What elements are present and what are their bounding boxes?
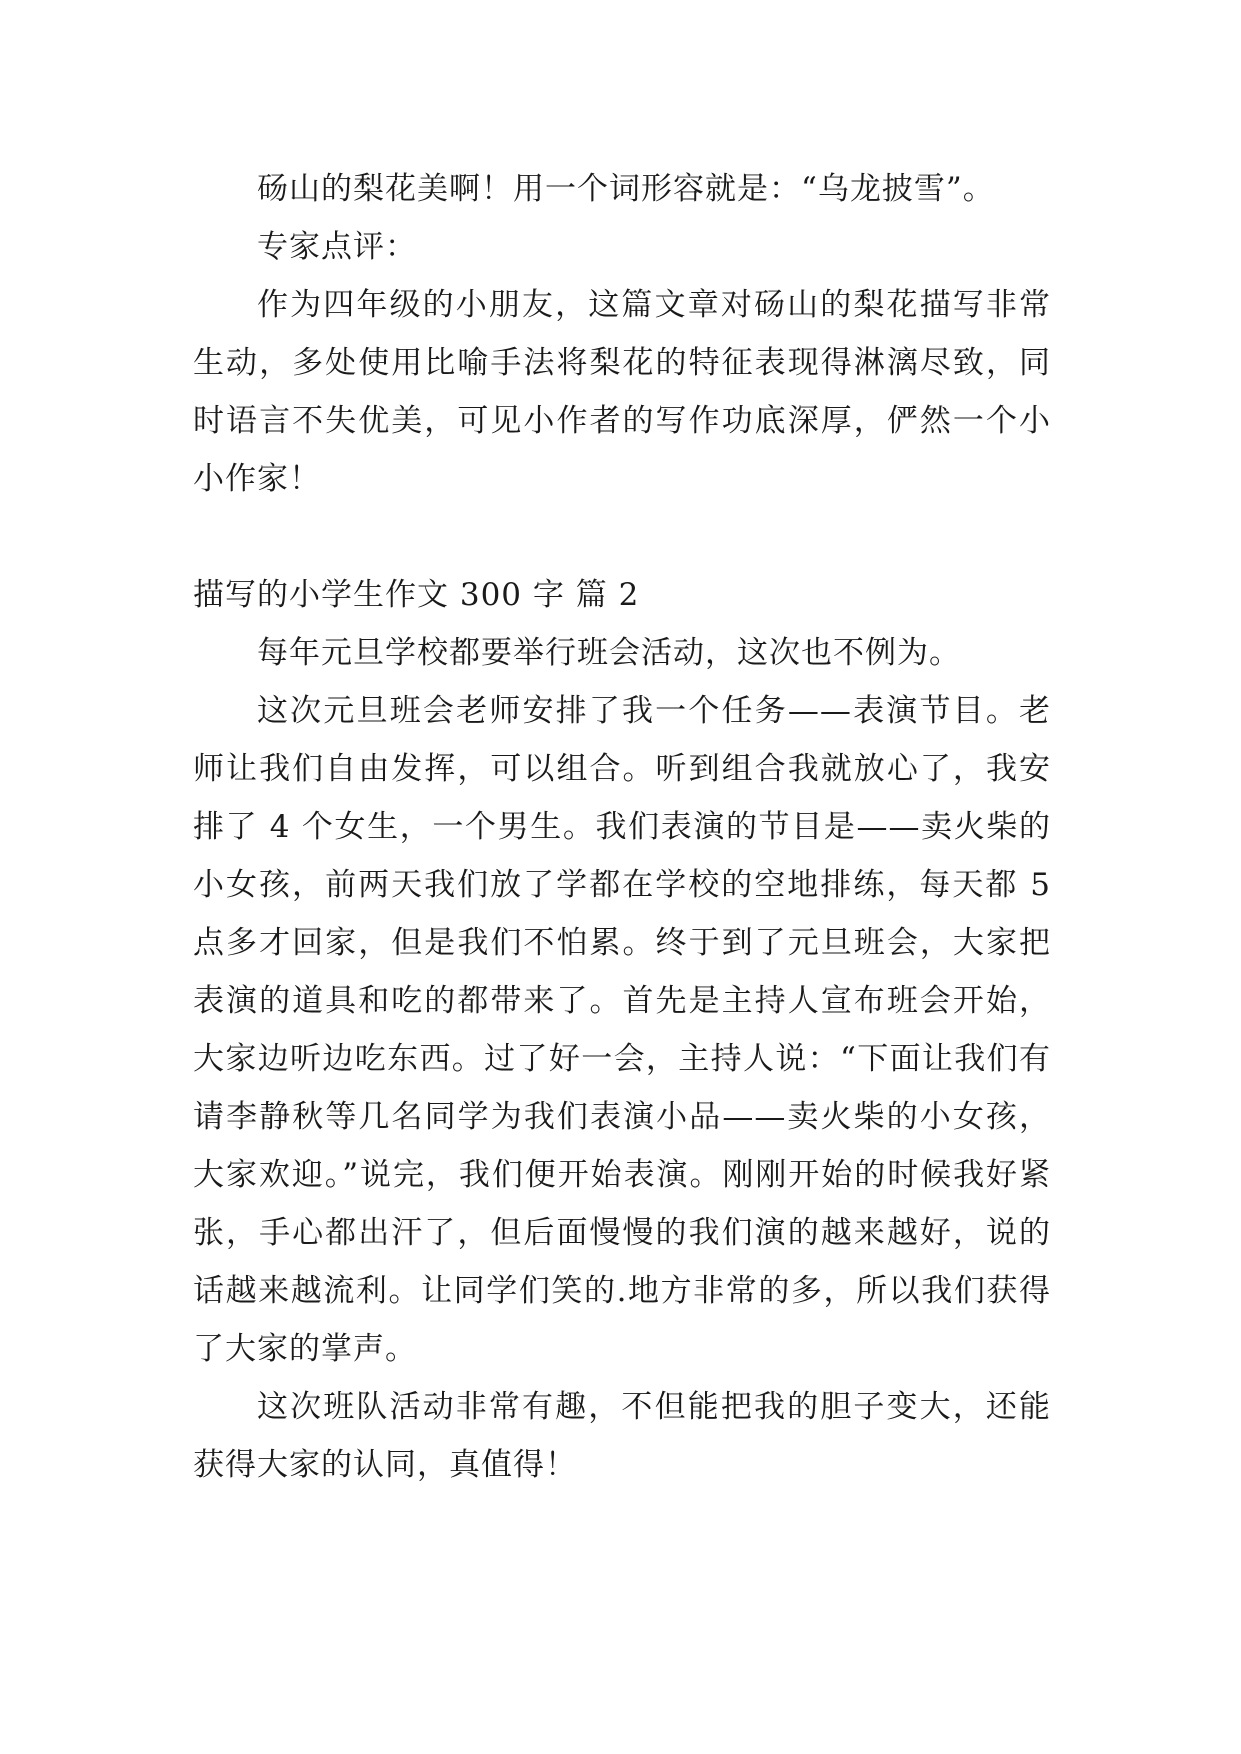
essay-heading: 描写的小学生作文 300 字 篇 2 <box>193 577 640 613</box>
document-page <box>193 160 1051 1494</box>
section-spacer <box>193 508 1051 566</box>
paragraph-pear-blossom-conclusion: 砀山的梨花美啊！用一个词形容就是：“乌龙披雪”。 <box>257 171 995 207</box>
paragraph-expert-review-label: 专家点评： <box>257 229 417 265</box>
paragraph-conclusion: 这次班队活动非常有趣，不但能把我的胆子变大，还能获得大家的认同，真值得！ <box>193 1389 1051 1483</box>
paragraph-intro: 每年元旦学校都要举行班会活动，这次也不例为。 <box>257 635 961 671</box>
paragraph-expert-review: 作为四年级的小朋友，这篇文章对砀山的梨花描写非常生动，多处使用比喻手法将梨花的特征表现得淋漓尽致，同时语言不失优美，可见小作者的写作功底深厚，俨然一个小小作家！ <box>193 287 1051 497</box>
paragraph-body: 这次元旦班会老师安排了我一个任务——表演节目。老师让我们自由发挥，可以组合。听到组合我就放心了，我安排了 4 个女生，一个男生。我们表演的节目是——卖火柴的小女孩，前两天我们放了学都在学校的空地排练，每天都 5 点多才回家，但是我们不怕累。终于到了元旦班会，大家把表演的道具和吃的都带来了。首先是主持人宣布班会开始，大家边听边吃东西。过了好一会，主持人说：“下面让我们有请李静秋等几名同学为我们表演小品——卖火柴的小女孩，大家欢迎。”说完，我们便开始表演。刚刚开始的时候我好紧张，手心都出汗了，但后面慢慢的我们演的越来越好，说的话越来越流利。让同学们笑的.地方非常的多，所以我们获得了大家的掌声。 <box>193 693 1051 1367</box>
